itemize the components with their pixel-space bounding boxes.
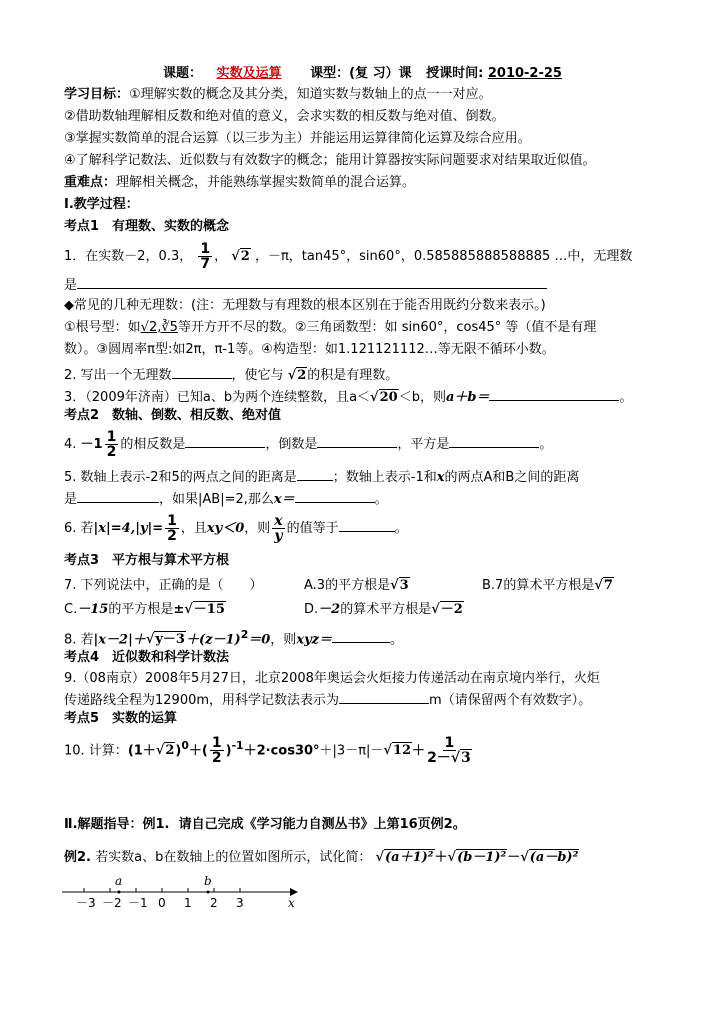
radicand: (a－b)² — [529, 850, 579, 865]
fraction — [105, 430, 119, 459]
q10-p2: ＋( — [188, 743, 208, 759]
radicand: 2 — [297, 368, 307, 383]
question-7-cont — [64, 600, 685, 620]
question-9: 9.（08南京）2008年5月27日，北京2008年奥运会火炬接力传递活动在南京境内举行，火炬 — [64, 671, 600, 686]
plus: ＋ — [434, 850, 448, 865]
sqrt-expr: √12 — [383, 743, 412, 759]
frac-den: 2－ — [427, 750, 451, 767]
kp2-title: 考点2 数轴、倒数、相反数、绝对值 — [64, 408, 282, 423]
question-1-answer — [64, 274, 685, 296]
sqrt-expr: √20 — [370, 390, 398, 405]
section-2-text: 请自己完成《学习能力自测丛书》上第16页例2。 — [178, 817, 466, 832]
sqrt-expr: √(b－1)² — [447, 850, 507, 865]
frac-num: 1 — [200, 241, 211, 257]
topic-value: 实数及运算 — [216, 66, 282, 81]
sqrt-expr: √7 — [594, 578, 613, 593]
sqrt-expr: √3 — [450, 750, 471, 767]
label-b: b — [204, 874, 212, 888]
label-a: a — [115, 874, 123, 888]
answer-blank[interactable] — [77, 274, 547, 289]
question-4 — [64, 430, 685, 460]
q6-expr1: |x|=4,|y|= — [93, 521, 164, 536]
q10-p4: ＋|3－π|－ — [319, 743, 384, 759]
q8-d: 。 — [390, 632, 404, 648]
sqrt-expr: √－15 — [184, 602, 225, 617]
q3-end: 。 — [619, 390, 633, 405]
answer-blank[interactable] — [332, 628, 390, 643]
radicand: －2 — [440, 602, 463, 617]
kp5-title: 考点5 实数的运算 — [64, 711, 178, 726]
q8-sup: 2 — [240, 628, 249, 641]
q9-b: 传递路线全程为12900m，用科学记数法表示为 — [64, 693, 340, 708]
time-label: 授课时间: — [426, 66, 484, 81]
answer-blank[interactable] — [172, 364, 232, 379]
q5-g: 。 — [374, 492, 388, 507]
q10-p1e: ) — [175, 743, 182, 759]
q10-a: 10. 计算： — [64, 743, 128, 759]
fraction — [427, 736, 472, 765]
section-2-example-1 — [64, 815, 685, 835]
kp4-title: 考点4 近似数和科学计数法 — [64, 650, 230, 665]
q10-p5: ＋ — [412, 743, 426, 759]
answer-blank[interactable] — [185, 433, 265, 448]
sqrt-expr: √y－3 — [145, 632, 185, 648]
radicand: 20 — [379, 390, 398, 405]
answer-blank[interactable] — [339, 517, 395, 532]
q9-c: m（请保留两个有效数字）。 — [429, 693, 592, 708]
q6-d: 的值等于 — [286, 521, 339, 536]
frac-num: 1 — [444, 735, 455, 752]
note-line-1 — [64, 318, 685, 338]
goals-label: 学习目标： — [64, 87, 130, 102]
frac-den: 2 — [167, 528, 177, 544]
sqrt-expr: √2 — [231, 249, 250, 264]
q7-option-a[interactable] — [304, 576, 410, 596]
number-line — [62, 874, 312, 914]
q5-d: 是 — [64, 492, 78, 507]
answer-blank[interactable] — [489, 386, 619, 401]
sqrt-expr: √2 — [287, 368, 307, 383]
axis-arrow — [290, 888, 298, 896]
q8-b: ，则 — [270, 632, 297, 648]
q2-b: ，使它与 — [231, 368, 284, 383]
point-b — [207, 891, 210, 894]
goal-4: ④了解科学记数法、近似数与有效数字的概念；能用计算器按实际问题要求对结果取近似值。 — [64, 153, 596, 168]
option-text: A.3的平方根是 — [304, 578, 391, 593]
question-8 — [64, 625, 685, 650]
option-expr: －2 — [318, 602, 341, 617]
q7-option-b[interactable] — [482, 576, 614, 596]
fraction — [210, 736, 224, 765]
q3-a: 3．（2009年济南）已知a、b为两个连续整数，且a＜ — [64, 390, 371, 405]
q4-int: －1 — [80, 437, 103, 452]
radicand: (a＋1)² — [385, 850, 434, 865]
frac-den: y — [274, 528, 283, 544]
note-a: ①根号型：如 — [64, 320, 141, 335]
question-5-cont — [64, 488, 685, 510]
q7-option-d[interactable] — [304, 600, 464, 620]
q5-x: x — [436, 470, 445, 485]
question-9-cont — [64, 689, 685, 711]
frac-num: 1 — [211, 735, 222, 752]
q8-c: xyz＝ — [296, 632, 332, 648]
q5-b: ；数轴上表示-1和 — [332, 470, 437, 485]
tick-label: 1 — [184, 896, 192, 910]
q5-f: x＝ — [273, 492, 295, 507]
time-value: 2010-2-25 — [487, 66, 562, 81]
q8-a: 8. 若 — [64, 632, 94, 648]
answer-blank[interactable] — [295, 488, 375, 503]
q10-p2e: ) — [225, 743, 232, 759]
q1-text-a: 1．在实数－2，0.3， — [64, 249, 193, 264]
q4-e: 。 — [539, 437, 553, 452]
frac-num: 1 — [106, 429, 117, 445]
answer-blank[interactable] — [449, 433, 539, 448]
q10-p1: (1＋ — [127, 743, 156, 759]
question-3 — [64, 386, 685, 408]
q6-expr2: xy＜0 — [206, 521, 245, 536]
sqrt-expr: √3 — [390, 578, 409, 593]
q6-e: 。 — [394, 521, 408, 536]
axis-label: x — [288, 896, 295, 910]
sqrt-expr: √2 — [155, 743, 175, 759]
option-text: 的平方根是 — [108, 602, 174, 617]
radicand: (b－1)² — [457, 850, 507, 865]
tick-label: 0 — [158, 896, 166, 910]
frac-num: 1 — [167, 513, 177, 529]
q2-c: 的积是有理数。 — [307, 368, 399, 383]
option-expr: －15 — [77, 602, 109, 617]
minus: － — [507, 850, 521, 865]
question-10 — [64, 736, 685, 772]
option-text: 的算术平方根是 — [340, 602, 432, 617]
answer-blank[interactable] — [317, 433, 397, 448]
frac-num: x — [274, 513, 283, 529]
note-line-2: 数）。③圆周率π型:如2π，π-1等。④构造型：如1.121121112…等无限不循环小数。 — [64, 342, 555, 357]
question-1: 1．在实数－2，0.3， $\frac{1}{7}$ ， √2 ，－π，tan45°，sin60°，0.585885888588885 …中，无理数 — [64, 241, 633, 272]
answer-blank[interactable] — [297, 466, 333, 481]
q3-b: ＜b，则 — [398, 390, 446, 405]
radicand: 12 — [392, 743, 412, 759]
radicand: y－3 — [155, 632, 185, 648]
fraction — [198, 242, 212, 271]
frac-den: 2 — [211, 750, 222, 767]
q1-text-c: 是 — [64, 278, 78, 293]
topic-label: 课题： — [163, 66, 203, 81]
option-text: B.7的算术平方根是 — [482, 578, 595, 593]
q3-expr: a＋b＝ — [445, 390, 490, 405]
q8-expr3: ＝0 — [248, 632, 271, 648]
question-6 — [64, 514, 685, 548]
q10-s2: -1 — [231, 739, 244, 752]
q4-a: 4. — [64, 437, 77, 452]
header — [0, 64, 725, 84]
q6-c: ，则 — [244, 521, 271, 536]
fraction — [165, 514, 179, 543]
q8-expr2: ＋(z－1) — [185, 632, 241, 648]
sqrt-expr: √(a－b)² — [520, 850, 579, 865]
tick-label: －3 — [76, 896, 96, 910]
q5-e: ，如果|AB|=2,那么 — [159, 492, 274, 507]
number-line-svg — [62, 874, 312, 914]
q4-d: ，平方是 — [397, 437, 450, 452]
key-points-label: 重难点： — [64, 175, 117, 190]
question-7 — [64, 576, 685, 596]
radicand: 2 — [240, 249, 250, 264]
note-a2: 等开方开不尽的数。②三角函数型：如 sin60°，cos45° 等（值不是有理 — [177, 320, 597, 335]
frac-den: 7 — [200, 256, 211, 272]
tick-label: －1 — [128, 896, 148, 910]
radicand: 2 — [165, 743, 175, 759]
goal-1 — [64, 85, 685, 105]
goal-text: ①理解实数的概念及其分类，知道实数与数轴上的点一一对应。 — [129, 87, 492, 102]
section-2-label: Ⅱ.解题指导：例1. — [64, 817, 170, 832]
q4-b: 的相反数是 — [120, 437, 186, 452]
section-1-heading: Ⅰ.教学过程： — [64, 197, 139, 212]
point-a — [118, 891, 121, 894]
ex2-label: 例2. — [64, 850, 91, 865]
answer-blank[interactable] — [339, 689, 429, 704]
radicand: 3 — [399, 578, 409, 593]
tick-label: 2 — [210, 896, 218, 910]
option-letter: C. — [64, 602, 78, 617]
key-points — [64, 173, 685, 193]
goal-2: ②借助数轴理解相反数和绝对值的意义，会求实数的相反数与绝对值、倒数。 — [64, 109, 505, 124]
option-letter: D. — [304, 602, 319, 617]
q8-expr: |x－2|＋ — [93, 632, 146, 648]
tick-label: 3 — [236, 896, 244, 910]
kp1-title: 考点1 有理数、实数的概念 — [64, 219, 230, 234]
radicand: 3 — [461, 750, 471, 767]
question-5 — [64, 466, 685, 488]
question-2 — [64, 364, 685, 386]
q1-text-b: ，－π，tan45°，sin60°，0.585885888588885 …中，无理数 — [254, 249, 633, 264]
answer-blank[interactable] — [77, 488, 159, 503]
type-label: 课型：(复 习）课 — [310, 66, 412, 81]
q2-a: 2. 写出一个无理数 — [64, 368, 172, 383]
q5-a: 5. 数轴上表示-2和5的两点之间的距离是 — [64, 470, 297, 485]
kp3-title: 考点3 平方根与算术平方根 — [64, 553, 230, 568]
tick-label: －2 — [102, 896, 122, 910]
goal-3: ③掌握实数简单的混合运算（以三步为主）并能运用运算律简化运算及综合应用。 — [64, 131, 531, 146]
sqrt-expr: √－2 — [431, 602, 463, 617]
fraction — [272, 514, 284, 543]
radicand: －15 — [193, 602, 225, 617]
q7-stem: 7. 下列说法中，正确的是（ ） — [64, 578, 263, 593]
q5-c: 的两点A和B之间的距离 — [444, 470, 580, 485]
q4-c: ，倒数是 — [265, 437, 318, 452]
plus-minus: ± — [173, 602, 185, 617]
key-points-text: 理解相关概念，并能熟练掌握实数简单的混合运算。 — [116, 175, 416, 190]
note-title: ◆常见的几种无理数：(注：无理数与有理数的根本区别在于能否用既约分数来表示。) — [64, 298, 546, 313]
q6-b: ，且 — [180, 521, 207, 536]
ex2-text: 若实数a、b在数轴上的位置如图所示，试化简： — [95, 850, 372, 865]
q7-option-c[interactable] — [64, 602, 226, 617]
q10-p3: ＋2·cos30° — [243, 743, 320, 759]
note-expr: √2,∛5 — [140, 320, 178, 335]
radicand: 7 — [603, 578, 613, 593]
sqrt-expr: √(a＋1)² — [375, 850, 434, 865]
q10-s1: 0 — [181, 739, 189, 752]
q6-a: 6. 若 — [64, 521, 94, 536]
frac-den: 2 — [106, 444, 117, 460]
